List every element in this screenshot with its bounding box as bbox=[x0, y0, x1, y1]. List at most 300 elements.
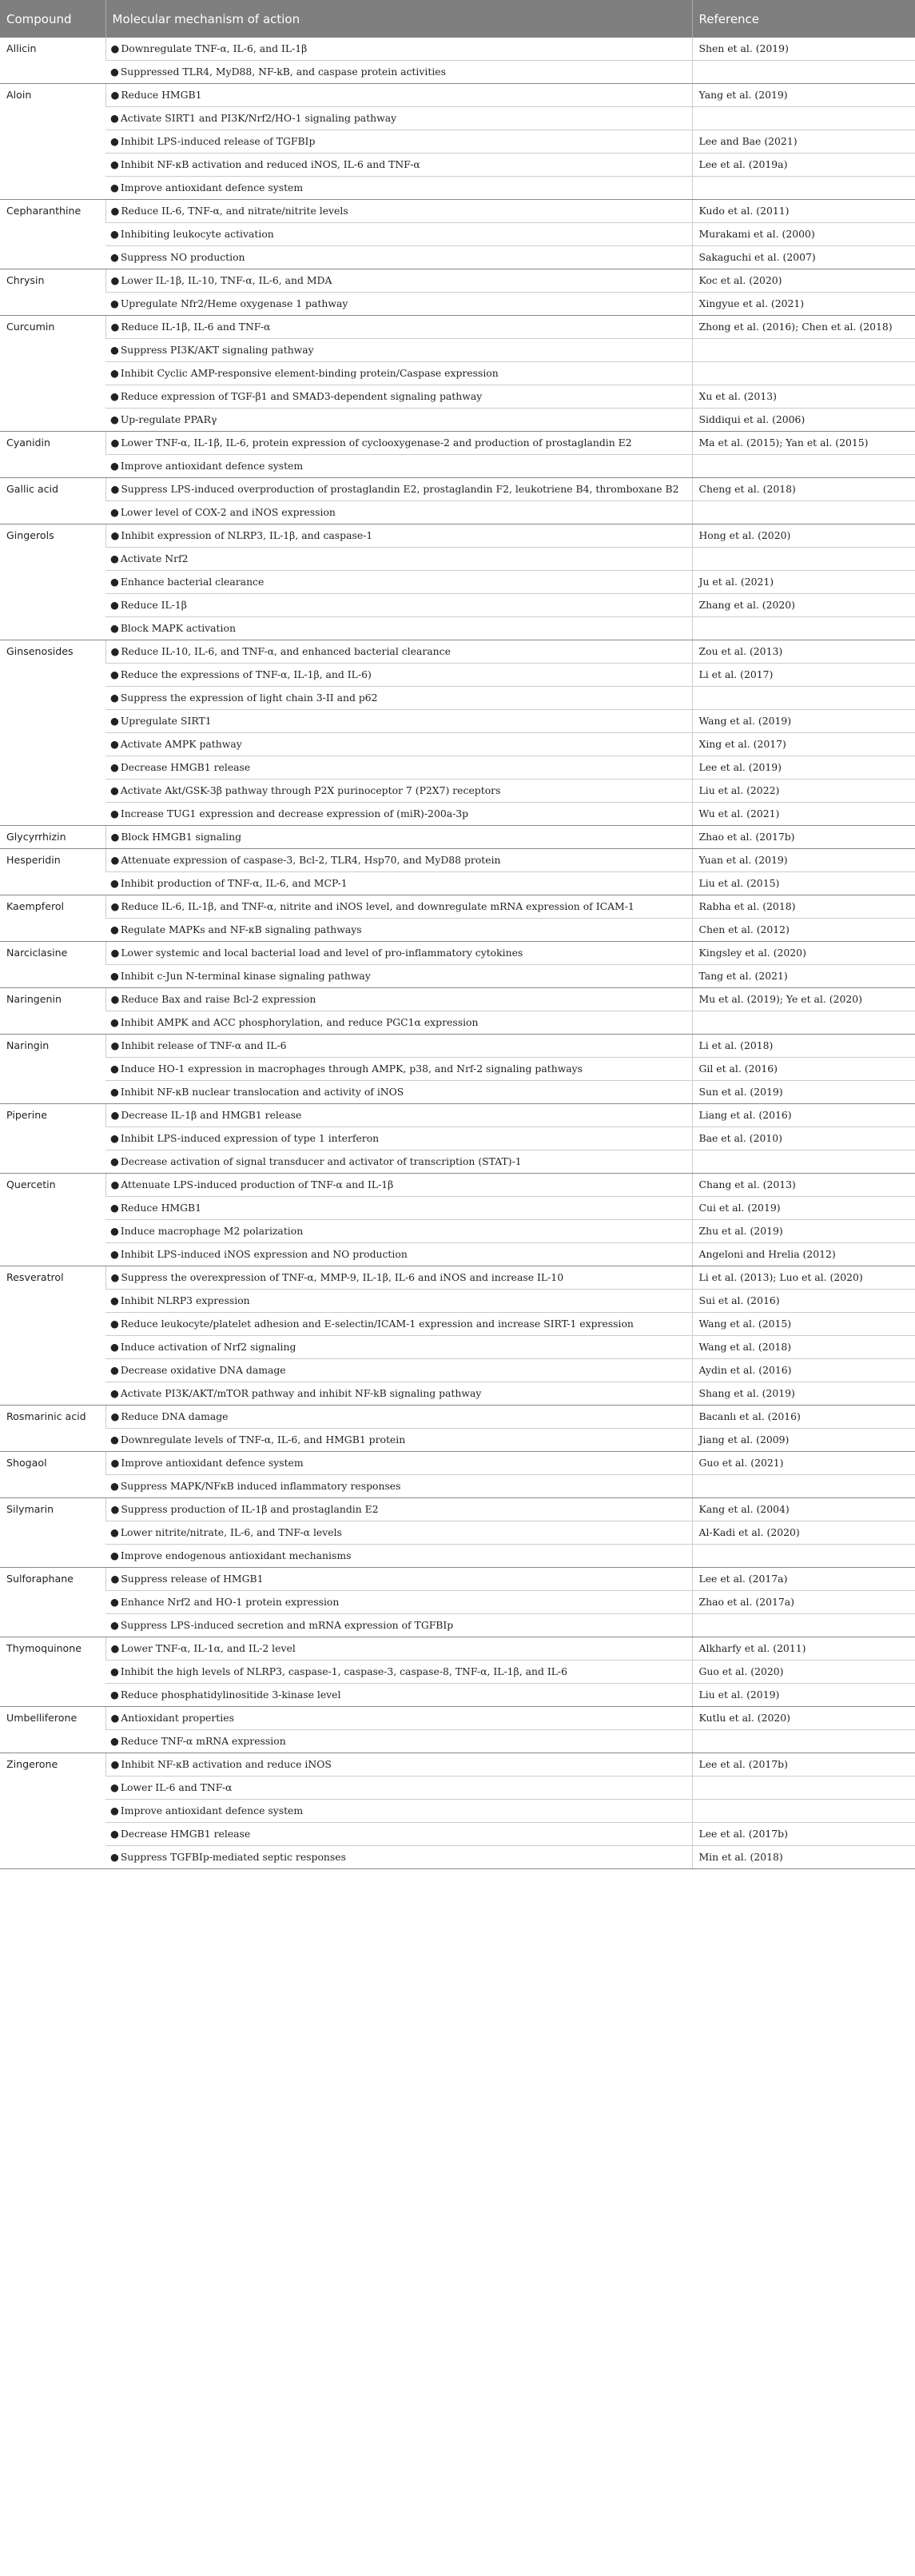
table-row bbox=[0, 571, 915, 594]
reference-cell: Kutlu et al. (2020) bbox=[692, 1707, 915, 1730]
compound-name: Hesperidin bbox=[0, 849, 105, 895]
mechanism-cell bbox=[105, 803, 692, 826]
mechanism-cell bbox=[105, 223, 692, 246]
reference-cell: Al-Kadi et al. (2020) bbox=[692, 1521, 915, 1545]
mechanism-cell bbox=[105, 200, 692, 223]
bullet-icon: ● bbox=[110, 1086, 119, 1098]
table-row bbox=[0, 455, 915, 478]
mechanism-cell bbox=[105, 1174, 692, 1197]
bullet-icon: ● bbox=[110, 506, 119, 518]
bullet-icon: ● bbox=[110, 1689, 119, 1701]
mechanism-text: Lower IL-6 and TNF-α bbox=[120, 1781, 233, 1793]
reference-cell bbox=[692, 177, 915, 200]
table-row bbox=[0, 733, 915, 756]
bullet-icon: ● bbox=[110, 1758, 120, 1770]
table-row bbox=[0, 965, 915, 988]
bullet-icon: ● bbox=[110, 367, 119, 379]
header-mechanism: Molecular mechanism of action bbox=[105, 0, 692, 38]
reference-cell: Chen et al. (2012) bbox=[692, 919, 915, 942]
mechanism-cell bbox=[105, 849, 692, 872]
mechanism-cell bbox=[105, 1429, 692, 1452]
compound-name: Resveratrol bbox=[0, 1266, 105, 1406]
reference-cell: Xu et al. (2013) bbox=[692, 385, 915, 409]
compound-name: Curcumin bbox=[0, 316, 105, 432]
reference-cell: Siddiqui et al. (2006) bbox=[692, 409, 915, 432]
mechanism-text: Reduce IL-1β, IL-6 and TNF-α bbox=[121, 321, 271, 333]
bullet-icon: ● bbox=[110, 1294, 119, 1306]
mechanism-cell bbox=[105, 1591, 692, 1614]
mechanism-cell bbox=[105, 942, 692, 965]
table-header bbox=[0, 0, 915, 38]
bullet-icon: ● bbox=[110, 66, 119, 78]
bullet-icon: ● bbox=[110, 1851, 119, 1863]
bullet-icon: ● bbox=[110, 1178, 120, 1190]
bullet-icon: ● bbox=[110, 1063, 119, 1075]
bullet-icon: ● bbox=[110, 1573, 120, 1585]
table-row bbox=[0, 1661, 915, 1684]
bullet-icon: ● bbox=[110, 112, 119, 124]
bullet-icon: ● bbox=[110, 1155, 119, 1167]
bullet-icon: ● bbox=[110, 947, 120, 959]
table-row bbox=[0, 1498, 915, 1521]
reference-cell: Zhao et al. (2017b) bbox=[692, 826, 915, 849]
table-row bbox=[0, 1776, 915, 1800]
mechanism-text: Reduce expression of TGF-β1 and SMAD3-dependent signaling pathway bbox=[120, 390, 483, 402]
table-row bbox=[0, 107, 915, 130]
bullet-icon: ● bbox=[110, 1109, 120, 1121]
mechanism-text: Inhibiting leukocyte activation bbox=[120, 228, 274, 240]
reference-cell: Cheng et al. (2018) bbox=[692, 478, 915, 501]
mechanism-text: Inhibit AMPK and ACC phosphorylation, and reduce PGC1α expression bbox=[120, 1016, 479, 1028]
compound-name: Allicin bbox=[0, 38, 105, 84]
mechanism-cell bbox=[105, 455, 692, 478]
compound-name: Silymarin bbox=[0, 1498, 105, 1568]
table-row bbox=[0, 269, 915, 293]
mechanism-text: Lower TNF-α, IL-1β, IL-6, protein expression of cyclooxygenase-2 and production of prostaglandin E2 bbox=[121, 437, 632, 449]
mechanism-cell bbox=[105, 478, 692, 501]
bullet-icon: ● bbox=[110, 1202, 119, 1214]
mechanism-cell bbox=[105, 1452, 692, 1475]
reference-cell: Alkharfy et al. (2011) bbox=[692, 1637, 915, 1661]
mechanism-cell bbox=[105, 965, 692, 988]
table-row bbox=[0, 1035, 915, 1058]
bullet-icon: ● bbox=[110, 784, 119, 796]
table-row bbox=[0, 130, 915, 154]
reference-cell: Zhu et al. (2019) bbox=[692, 1220, 915, 1243]
reference-cell: Cui et al. (2019) bbox=[692, 1197, 915, 1220]
compound-name: Glycyrrhizin bbox=[0, 826, 105, 849]
bullet-icon: ● bbox=[110, 923, 119, 935]
reference-cell bbox=[692, 501, 915, 524]
mechanism-cell bbox=[105, 1406, 692, 1429]
reference-cell: Yuan et al. (2019) bbox=[692, 849, 915, 872]
mechanism-cell bbox=[105, 107, 692, 130]
table-row bbox=[0, 177, 915, 200]
table-row bbox=[0, 1823, 915, 1846]
table-row bbox=[0, 84, 915, 107]
table-row bbox=[0, 1127, 915, 1150]
table-row bbox=[0, 710, 915, 733]
compound-name: Thymoquinone bbox=[0, 1637, 105, 1707]
mechanism-text: Reduce HMGB1 bbox=[121, 89, 202, 101]
compound-name: Quercetin bbox=[0, 1174, 105, 1266]
reference-cell: Bacanlı et al. (2016) bbox=[692, 1406, 915, 1429]
reference-cell: Liang et al. (2016) bbox=[692, 1104, 915, 1127]
table-row bbox=[0, 1707, 915, 1730]
mechanism-text: Reduce TNF-α mRNA expression bbox=[120, 1735, 286, 1747]
bullet-icon: ● bbox=[110, 1387, 119, 1399]
reference-cell: Angeloni and Hrelia (2012) bbox=[692, 1243, 915, 1266]
table-row bbox=[0, 1011, 915, 1035]
mechanism-cell bbox=[105, 246, 692, 269]
mechanism-cell bbox=[105, 1011, 692, 1035]
bullet-icon: ● bbox=[110, 390, 119, 402]
reference-cell bbox=[692, 1776, 915, 1800]
mechanism-cell bbox=[105, 1661, 692, 1684]
mechanism-cell bbox=[105, 826, 692, 849]
bullet-icon: ● bbox=[110, 251, 119, 263]
reference-cell bbox=[692, 1011, 915, 1035]
compound-name: Sulforaphane bbox=[0, 1568, 105, 1637]
bullet-icon: ● bbox=[110, 576, 119, 588]
table-row bbox=[0, 1753, 915, 1776]
mechanism-text: Improve antioxidant defence system bbox=[121, 1457, 304, 1469]
mechanism-text: Attenuate expression of caspase-3, Bcl-2, TLR4, Hsp70, and MyD88 protein bbox=[121, 854, 501, 866]
mechanism-text: Reduce Bax and raise Bcl-2 expression bbox=[121, 993, 316, 1005]
bullet-icon: ● bbox=[110, 668, 119, 680]
mechanism-text: Suppress the overexpression of TNF-α, MMP-9, IL-1β, IL-6 and iNOS and increase IL-10 bbox=[121, 1271, 564, 1283]
mechanism-cell bbox=[105, 1684, 692, 1707]
table-row bbox=[0, 1382, 915, 1406]
reference-cell: Aydin et al. (2016) bbox=[692, 1359, 915, 1382]
mechanism-cell bbox=[105, 154, 692, 177]
mechanism-cell bbox=[105, 501, 692, 524]
table-row bbox=[0, 1591, 915, 1614]
reference-cell: Wu et al. (2021) bbox=[692, 803, 915, 826]
table-row bbox=[0, 1058, 915, 1081]
table-row bbox=[0, 1637, 915, 1661]
reference-cell bbox=[692, 61, 915, 84]
mechanism-text: Inhibit Cyclic AMP-responsive element-binding protein/Caspase expression bbox=[120, 367, 499, 379]
mechanism-text: Reduce IL-6, IL-1β, and TNF-α, nitrite and iNOS level, and downregulate mRNA expression of ICAM-1 bbox=[121, 900, 635, 912]
table-row bbox=[0, 1081, 915, 1104]
reference-cell: Yang et al. (2019) bbox=[692, 84, 915, 107]
bullet-icon: ● bbox=[110, 158, 119, 170]
compound-name: Zingerone bbox=[0, 1753, 105, 1869]
bullet-icon: ● bbox=[110, 321, 120, 333]
mechanism-cell bbox=[105, 1776, 692, 1800]
mechanism-text: Block HMGB1 signaling bbox=[121, 831, 242, 843]
reference-cell: Li et al. (2013); Luo et al. (2020) bbox=[692, 1266, 915, 1290]
mechanism-cell bbox=[105, 1127, 692, 1150]
mechanism-cell bbox=[105, 1104, 692, 1127]
mechanism-cell bbox=[105, 1336, 692, 1359]
mechanism-cell bbox=[105, 1823, 692, 1846]
header-row bbox=[0, 0, 915, 38]
mechanism-text: Activate SIRT1 and PI3K/Nrf2/HO-1 signaling pathway bbox=[120, 112, 397, 124]
reference-cell bbox=[692, 1730, 915, 1753]
table-row bbox=[0, 1266, 915, 1290]
table-row bbox=[0, 1568, 915, 1591]
mechanism-text: Upregulate SIRT1 bbox=[120, 715, 212, 727]
bullet-icon: ● bbox=[110, 715, 119, 727]
table-row bbox=[0, 1730, 915, 1753]
table-row bbox=[0, 664, 915, 687]
mechanism-text: Induce HO-1 expression in macrophages through AMPK, p38, and Nrf-2 signaling pathways bbox=[120, 1063, 583, 1075]
mechanism-cell bbox=[105, 1614, 692, 1637]
bullet-icon: ● bbox=[110, 89, 120, 101]
table-row bbox=[0, 919, 915, 942]
mechanism-cell bbox=[105, 293, 692, 316]
bullet-icon: ● bbox=[110, 1480, 119, 1492]
bullet-icon: ● bbox=[110, 1503, 120, 1515]
mechanism-cell bbox=[105, 362, 692, 385]
mechanism-text: Reduce leukocyte/platelet adhesion and E-selectin/ICAM-1 expression and increase SIRT-1 expression bbox=[120, 1318, 634, 1330]
mechanism-cell bbox=[105, 1359, 692, 1382]
mechanism-text: Reduce HMGB1 bbox=[120, 1202, 201, 1214]
table-row bbox=[0, 780, 915, 803]
mechanism-text: Decrease oxidative DNA damage bbox=[120, 1364, 286, 1376]
bullet-icon: ● bbox=[110, 1410, 120, 1422]
reference-cell bbox=[692, 455, 915, 478]
mechanism-text: Lower nitrite/nitrate, IL-6, and TNF-α levels bbox=[120, 1526, 342, 1538]
bullet-icon: ● bbox=[110, 622, 119, 634]
mechanism-text: Suppress NO production bbox=[120, 251, 245, 263]
reference-cell: Lee et al. (2019) bbox=[692, 756, 915, 780]
mechanism-cell bbox=[105, 1800, 692, 1823]
table-row bbox=[0, 1521, 915, 1545]
bullet-icon: ● bbox=[110, 1457, 120, 1469]
table-row bbox=[0, 524, 915, 548]
reference-cell: Wang et al. (2015) bbox=[692, 1313, 915, 1336]
mechanism-cell bbox=[105, 895, 692, 919]
mechanism-text: Inhibit NF-κB nuclear translocation and activity of iNOS bbox=[120, 1086, 404, 1098]
mechanism-text: Decrease HMGB1 release bbox=[120, 1828, 251, 1840]
mechanism-cell bbox=[105, 1313, 692, 1336]
bullet-icon: ● bbox=[110, 692, 119, 704]
mechanism-text: Activate Nrf2 bbox=[120, 552, 189, 564]
mechanism-text: Improve antioxidant defence system bbox=[120, 460, 304, 472]
table-row bbox=[0, 1475, 915, 1498]
bullet-icon: ● bbox=[110, 228, 119, 240]
compound-name: Kaempferol bbox=[0, 895, 105, 942]
reference-cell: Tang et al. (2021) bbox=[692, 965, 915, 988]
mechanism-text: Inhibit NLRP3 expression bbox=[120, 1294, 250, 1306]
bullet-icon: ● bbox=[110, 205, 120, 217]
reference-cell: Rabha et al. (2018) bbox=[692, 895, 915, 919]
reference-cell: Shen et al. (2019) bbox=[692, 38, 915, 61]
bullet-icon: ● bbox=[110, 1434, 119, 1446]
mechanism-text: Suppress TGFBIp-mediated septic responses bbox=[120, 1851, 346, 1863]
table-row bbox=[0, 1846, 915, 1869]
compound-name: Shogaol bbox=[0, 1452, 105, 1498]
reference-cell bbox=[692, 1475, 915, 1498]
mechanism-text: Induce macrophage M2 polarization bbox=[120, 1225, 304, 1237]
compound-name: Gingerols bbox=[0, 524, 105, 640]
mechanism-cell bbox=[105, 1081, 692, 1104]
table-row bbox=[0, 246, 915, 269]
mechanism-cell bbox=[105, 1243, 692, 1266]
mechanism-text: Enhance bacterial clearance bbox=[120, 576, 265, 588]
bullet-icon: ● bbox=[110, 1132, 119, 1144]
compound-name: Cepharanthine bbox=[0, 200, 105, 269]
table-row bbox=[0, 1220, 915, 1243]
bullet-icon: ● bbox=[110, 1549, 119, 1561]
bullet-icon: ● bbox=[110, 413, 119, 425]
reference-cell: Guo et al. (2020) bbox=[692, 1661, 915, 1684]
table-row bbox=[0, 1545, 915, 1568]
bullet-icon: ● bbox=[110, 1596, 119, 1608]
mechanism-cell bbox=[105, 84, 692, 107]
table-row bbox=[0, 223, 915, 246]
mechanism-cell bbox=[105, 548, 692, 571]
mechanism-cell bbox=[105, 617, 692, 640]
compound-name: Ginsenosides bbox=[0, 640, 105, 826]
reference-cell: Min et al. (2018) bbox=[692, 1846, 915, 1869]
table-row bbox=[0, 362, 915, 385]
reference-cell: Lee et al. (2017b) bbox=[692, 1753, 915, 1776]
mechanism-text: Lower TNF-α, IL-1α, and IL-2 level bbox=[121, 1642, 296, 1654]
mechanism-cell bbox=[105, 1568, 692, 1591]
table-row bbox=[0, 1104, 915, 1127]
table-row bbox=[0, 1243, 915, 1266]
table-row bbox=[0, 1359, 915, 1382]
table-row bbox=[0, 1197, 915, 1220]
bullet-icon: ● bbox=[110, 181, 119, 193]
table-row bbox=[0, 293, 915, 316]
reference-cell: Li et al. (2018) bbox=[692, 1035, 915, 1058]
compound-name: Piperine bbox=[0, 1104, 105, 1174]
table-row bbox=[0, 548, 915, 571]
mechanism-cell bbox=[105, 1521, 692, 1545]
reference-cell: Li et al. (2017) bbox=[692, 664, 915, 687]
mechanism-text: Upregulate Nfr2/Heme oxygenase 1 pathway bbox=[120, 297, 348, 309]
table-row bbox=[0, 1290, 915, 1313]
mechanism-text: Block MAPK activation bbox=[120, 622, 236, 634]
table-row bbox=[0, 38, 915, 61]
reference-cell: Zhong et al. (2016); Chen et al. (2018) bbox=[692, 316, 915, 339]
bullet-icon: ● bbox=[110, 854, 120, 866]
mechanism-text: Reduce IL-6, TNF-α, and nitrate/nitrite levels bbox=[121, 205, 348, 217]
table-row bbox=[0, 316, 915, 339]
mechanism-cell bbox=[105, 1197, 692, 1220]
table-row bbox=[0, 339, 915, 362]
reference-cell: Zhang et al. (2020) bbox=[692, 594, 915, 617]
mechanism-text: Suppress LPS-induced secretion and mRNA expression of TGFBIp bbox=[120, 1619, 454, 1631]
table-row bbox=[0, 895, 915, 919]
reference-cell: Zou et al. (2013) bbox=[692, 640, 915, 664]
mechanism-text: Reduce DNA damage bbox=[121, 1410, 229, 1422]
mechanism-cell bbox=[105, 1058, 692, 1081]
mechanism-cell bbox=[105, 177, 692, 200]
reference-cell: Sun et al. (2019) bbox=[692, 1081, 915, 1104]
bullet-icon: ● bbox=[110, 460, 119, 472]
table-row bbox=[0, 409, 915, 432]
mechanism-cell bbox=[105, 1475, 692, 1498]
mechanism-text: Inhibit LPS-induced release of TGFBIp bbox=[120, 135, 316, 147]
reference-cell: Jiang et al. (2009) bbox=[692, 1429, 915, 1452]
bullet-icon: ● bbox=[110, 483, 120, 495]
mechanism-text: Lower level of COX-2 and iNOS expression bbox=[120, 506, 336, 518]
mechanism-text: Suppress production of IL-1β and prostaglandin E2 bbox=[121, 1503, 379, 1515]
reference-cell: Shang et al. (2019) bbox=[692, 1382, 915, 1406]
bullet-icon: ● bbox=[110, 1364, 119, 1376]
mechanism-text: Inhibit the high levels of NLRP3, caspase-1, caspase-3, caspase-8, TNF-α, IL-1β, and IL-6 bbox=[120, 1665, 568, 1677]
reference-cell: Sakaguchi et al. (2007) bbox=[692, 246, 915, 269]
mechanism-cell bbox=[105, 780, 692, 803]
reference-cell: Lee et al. (2019a) bbox=[692, 154, 915, 177]
reference-cell bbox=[692, 339, 915, 362]
mechanism-text: Reduce the expressions of TNF-α, IL-1β, and IL-6) bbox=[120, 668, 372, 680]
mechanism-cell bbox=[105, 872, 692, 895]
mechanism-text: Inhibit expression of NLRP3, IL-1β, and caspase-1 bbox=[121, 529, 373, 541]
bullet-icon: ● bbox=[110, 529, 120, 541]
reference-cell: Chang et al. (2013) bbox=[692, 1174, 915, 1197]
mechanism-cell bbox=[105, 1637, 692, 1661]
mechanism-cell bbox=[105, 919, 692, 942]
reference-cell: Ma et al. (2015); Yan et al. (2015) bbox=[692, 432, 915, 455]
reference-cell bbox=[692, 1800, 915, 1823]
reference-cell bbox=[692, 687, 915, 710]
mechanism-cell bbox=[105, 1382, 692, 1406]
mechanism-text: Reduce phosphatidylinositide 3-kinase level bbox=[120, 1689, 341, 1701]
table-row bbox=[0, 942, 915, 965]
reference-cell: Kingsley et al. (2020) bbox=[692, 942, 915, 965]
mechanism-cell bbox=[105, 988, 692, 1011]
table-row bbox=[0, 849, 915, 872]
mechanism-text: Downregulate levels of TNF-α, IL-6, and HMGB1 protein bbox=[120, 1434, 406, 1446]
mechanism-cell bbox=[105, 687, 692, 710]
mechanism-cell bbox=[105, 594, 692, 617]
table-row bbox=[0, 640, 915, 664]
reference-cell: Liu et al. (2019) bbox=[692, 1684, 915, 1707]
mechanism-text: Up-regulate PPARγ bbox=[120, 413, 217, 425]
bullet-icon: ● bbox=[110, 1248, 119, 1260]
table-row bbox=[0, 478, 915, 501]
reference-cell bbox=[692, 1150, 915, 1174]
mechanism-cell bbox=[105, 1707, 692, 1730]
reference-cell: Xing et al. (2017) bbox=[692, 733, 915, 756]
compound-name: Umbelliferone bbox=[0, 1707, 105, 1753]
reference-cell: Wang et al. (2019) bbox=[692, 710, 915, 733]
reference-cell bbox=[692, 107, 915, 130]
reference-cell bbox=[692, 1545, 915, 1568]
mechanism-cell bbox=[105, 130, 692, 154]
table-row bbox=[0, 687, 915, 710]
table-row bbox=[0, 501, 915, 524]
compound-name: Chrysin bbox=[0, 269, 105, 316]
mechanism-text: Decrease IL-1β and HMGB1 release bbox=[121, 1109, 302, 1121]
mechanism-cell bbox=[105, 1290, 692, 1313]
mechanism-text: Suppressed TLR4, MyD88, NF-kB, and caspase protein activities bbox=[120, 66, 446, 78]
mechanism-text: Regulate MAPKs and NF-κB signaling pathways bbox=[120, 923, 362, 935]
bullet-icon: ● bbox=[110, 344, 119, 356]
mechanism-cell bbox=[105, 61, 692, 84]
mechanism-cell bbox=[105, 316, 692, 339]
mechanism-text: Decrease HMGB1 release bbox=[120, 761, 251, 773]
reference-cell: Sui et al. (2016) bbox=[692, 1290, 915, 1313]
bullet-icon: ● bbox=[110, 993, 120, 1005]
mechanism-text: Inhibit NF-κB activation and reduce iNOS bbox=[121, 1758, 332, 1770]
mechanism-text: Enhance Nrf2 and HO-1 protein expression bbox=[120, 1596, 340, 1608]
table-row bbox=[0, 1684, 915, 1707]
mechanism-cell bbox=[105, 1730, 692, 1753]
table-row bbox=[0, 1614, 915, 1637]
mechanism-cell bbox=[105, 1150, 692, 1174]
bullet-icon: ● bbox=[110, 738, 119, 750]
table-row bbox=[0, 1336, 915, 1359]
table-row bbox=[0, 1150, 915, 1174]
